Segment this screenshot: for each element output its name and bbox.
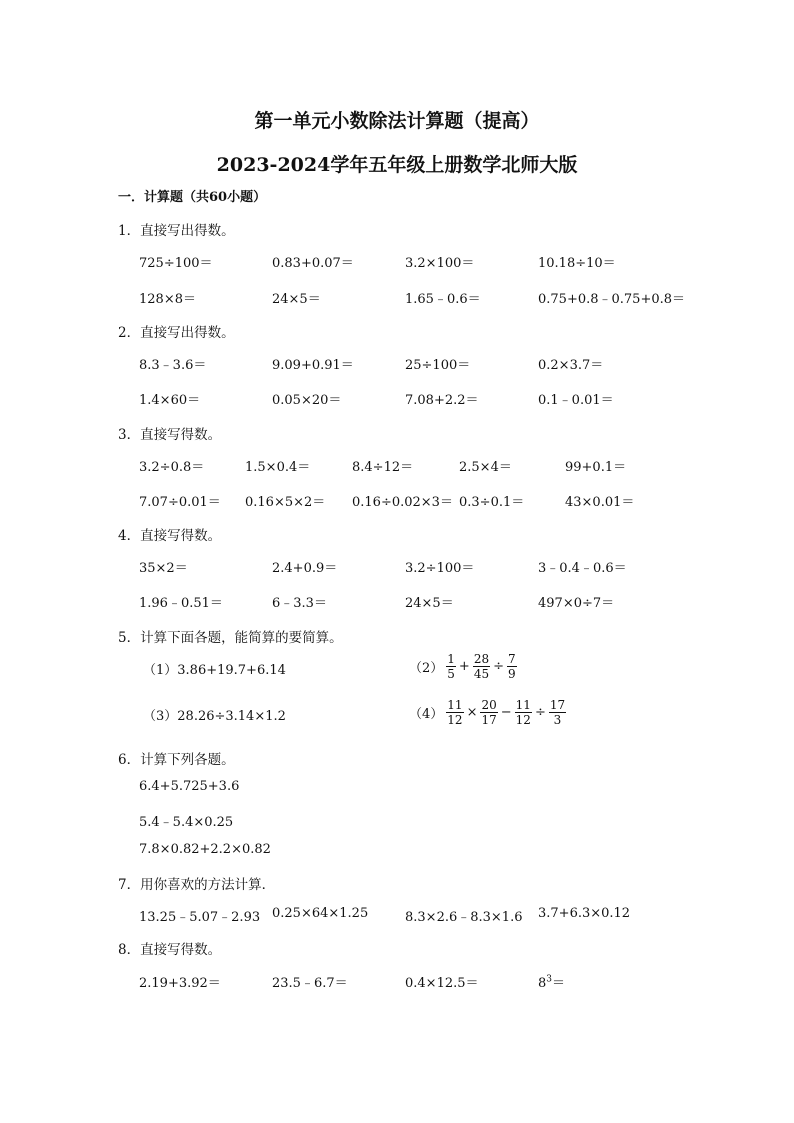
q8-item-power: $8^3=$ xyxy=(538,974,566,991)
question-5-prompt: 5．计算下面各题，能简算的要简算。 xyxy=(118,630,343,646)
q7-item: 8.3×2.6﹣8.3×1.6 xyxy=(405,910,523,925)
operator: + xyxy=(458,659,470,674)
fraction: $\frac{17}{3}$ xyxy=(549,698,566,727)
q2-item: 25÷100＝ xyxy=(405,358,471,373)
q2-item: 7.08+2.2＝ xyxy=(405,393,479,408)
q4-item: 6﹣3.3＝ xyxy=(272,596,327,611)
q7-item: 3.7+6.3×0.12 xyxy=(538,906,631,921)
question-4-prompt: 4．直接写得数。 xyxy=(118,528,222,544)
q2-item: 0.2×3.7＝ xyxy=(538,358,604,373)
q3-item: 0.16÷0.02×3＝ xyxy=(352,495,453,510)
q2-item: 1.4×60＝ xyxy=(139,393,201,408)
q1-item: 0.75+0.8﹣0.75+0.8＝ xyxy=(538,292,686,307)
q8-item: 0.4×12.5＝ xyxy=(405,976,479,991)
question-1-prompt: 1．直接写出得数。 xyxy=(118,223,235,239)
q5-item-4-label: （4） xyxy=(409,707,444,722)
q6-item: 5.4﹣5.4×0.25 xyxy=(139,815,234,830)
fraction: $\frac{11}{12}$ xyxy=(515,698,531,727)
q4-item: 2.4+0.9＝ xyxy=(272,561,338,576)
question-2-prompt: 2．直接写出得数。 xyxy=(118,325,235,341)
page-title: 第一单元小数除法计算题（提高） xyxy=(254,110,540,132)
q1-item: 10.18÷10＝ xyxy=(538,256,616,271)
operator: ÷ xyxy=(534,705,546,720)
q3-item: 3.2÷0.8＝ xyxy=(139,460,205,475)
q2-item: 0.1﹣0.01＝ xyxy=(538,393,614,408)
operator: ÷ xyxy=(493,659,505,674)
q8-item: 2.19+3.92＝ xyxy=(139,976,221,991)
q8-item: 23.5﹣6.7＝ xyxy=(272,976,348,991)
q2-item: 0.05×20＝ xyxy=(272,393,342,408)
q7-item: 13.25﹣5.07﹣2.93 xyxy=(139,910,261,925)
q3-item: 0.16×5×2＝ xyxy=(245,495,326,510)
q3-item: 1.5×0.4＝ xyxy=(245,460,311,475)
fraction: $\frac{11}{12}$ xyxy=(447,698,463,727)
q7-item: 0.25×64×1.25 xyxy=(272,906,369,921)
question-7-prompt: 7．用你喜欢的方法计算． xyxy=(118,877,276,893)
q3-item: 43×0.01＝ xyxy=(565,495,635,510)
q3-item: 99+0.1＝ xyxy=(565,460,627,475)
section-heading: 一．计算题（共60小题） xyxy=(118,190,267,205)
q5-item-4 xyxy=(408,698,568,727)
q6-item: 6.4+5.725+3.6 xyxy=(139,779,240,794)
page-subtitle: 2023-2024学年五年级上册数学北师大版 xyxy=(216,154,578,176)
q4-item: 497×0÷7＝ xyxy=(538,596,615,611)
q4-item: 35×2＝ xyxy=(139,561,188,576)
q1-item: 0.83+0.07＝ xyxy=(272,256,354,271)
q1-item: 725÷100＝ xyxy=(139,256,213,271)
q4-item: 3.2÷100＝ xyxy=(405,561,475,576)
q4-item: 3﹣0.4﹣0.6＝ xyxy=(538,561,627,576)
q1-item: 3.2×100＝ xyxy=(405,256,475,271)
q4-item: 24×5＝ xyxy=(405,596,454,611)
question-8-prompt: 8．直接写得数。 xyxy=(118,942,222,958)
fraction: $\frac{20}{17}$ xyxy=(481,698,497,727)
q3-item: 2.5×4＝ xyxy=(459,460,512,475)
q1-item: 128×8＝ xyxy=(139,292,196,307)
fraction: $\frac{7}{9}$ xyxy=(508,652,516,681)
q1-item: 1.65﹣0.6＝ xyxy=(405,292,481,307)
fraction: $\frac{1}{5}$ xyxy=(447,652,455,681)
q5-item-2 xyxy=(408,652,519,681)
q5-item-1: （1）3.86+19.7+6.14 xyxy=(143,663,286,678)
operator: − xyxy=(500,705,512,720)
question-6-prompt: 6．计算下列各题。 xyxy=(118,752,235,768)
q3-item: 8.4÷12＝ xyxy=(352,460,414,475)
q5-item-2-label: （2） xyxy=(409,661,444,676)
q6-item: 7.8×0.82+2.2×0.82 xyxy=(139,842,271,857)
q5-item-3: （3）28.26÷3.14×1.2 xyxy=(143,709,286,724)
q4-item: 1.96﹣0.51＝ xyxy=(139,596,223,611)
q3-item: 7.07÷0.01＝ xyxy=(139,495,221,510)
q2-item: 9.09+0.91＝ xyxy=(272,358,354,373)
q2-item: 8.3﹣3.6＝ xyxy=(139,358,207,373)
operator: × xyxy=(466,705,478,720)
question-3-prompt: 3．直接写得数。 xyxy=(118,427,222,443)
q3-item: 0.3÷0.1＝ xyxy=(459,495,525,510)
fraction: $\frac{28}{45}$ xyxy=(473,652,490,681)
q1-item: 24×5＝ xyxy=(272,292,321,307)
